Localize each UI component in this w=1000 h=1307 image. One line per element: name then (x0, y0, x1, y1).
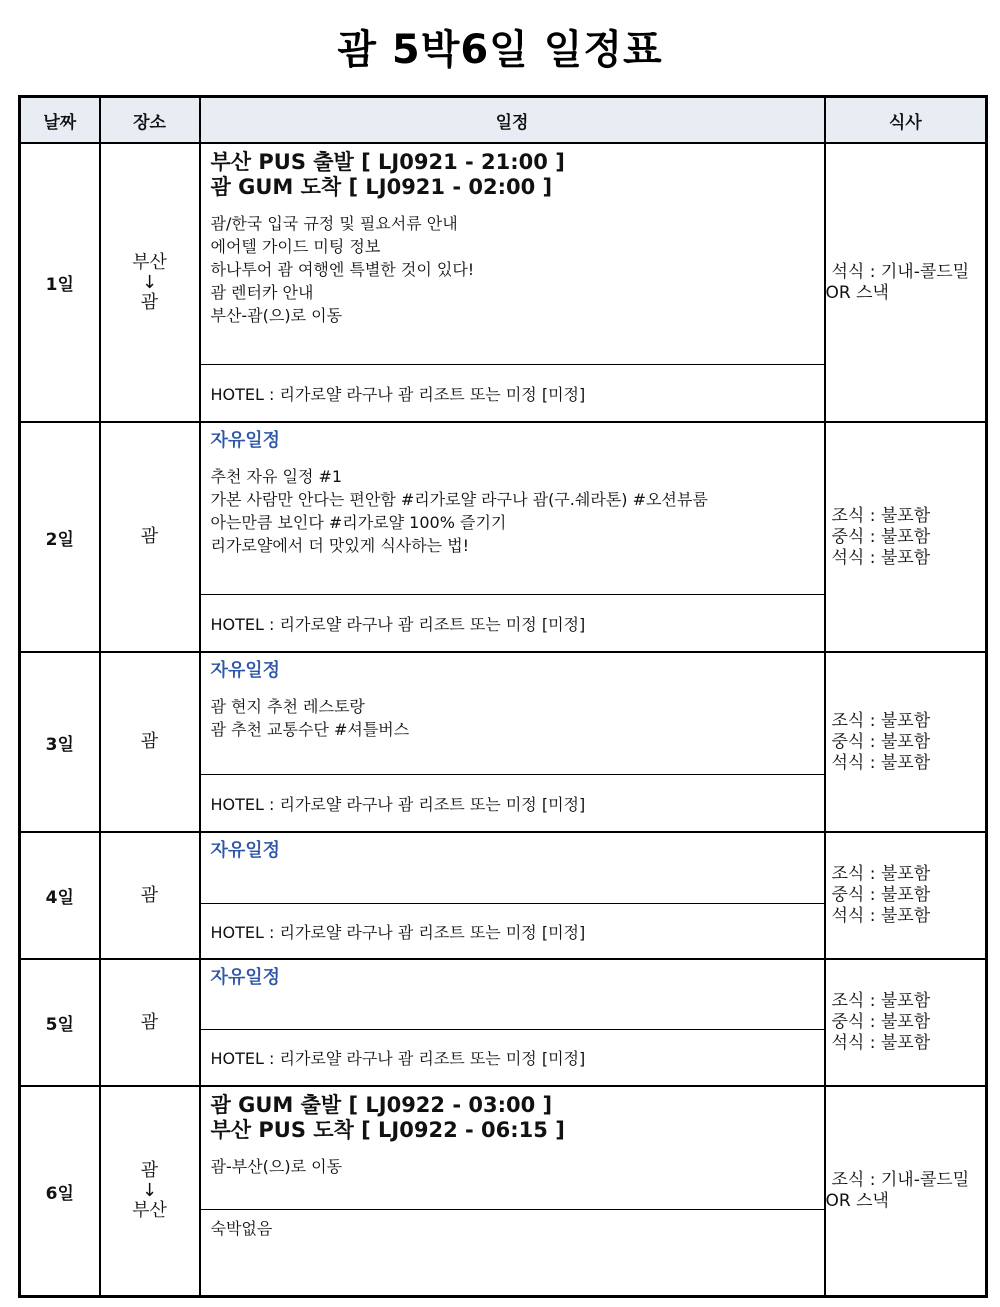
meal-line: 조식 : 불포함 (831, 505, 931, 526)
meal-line: 석식 : 불포함 (831, 906, 931, 926)
place-name: 괌 (140, 1160, 159, 1181)
schedule-line: 추천 자유 일정 #1 (210, 467, 343, 486)
flight-info: 부산 PUS 출발 [ LJ0921 - 21:00 ] (210, 150, 565, 174)
meal-line: 조식 : 불포함 (831, 991, 931, 1011)
hotel-info: HOTEL : 리가로얄 라구나 괌 리조트 또는 미정 [미정] (201, 903, 824, 958)
day-cell: 3일 (20, 652, 100, 832)
free-schedule-label: 자유일정 (210, 967, 281, 988)
schedule-body (201, 653, 824, 774)
schedule-line: 하나투어 괌 여행엔 특별한 것이 있다! (210, 260, 475, 279)
header-meal: 식사 (825, 97, 987, 144)
table-row (20, 832, 987, 959)
schedule-body (201, 423, 824, 594)
meal-line: 석식 : 불포함 (831, 1033, 931, 1053)
schedule-content (201, 1087, 824, 1295)
meal-line: 조식 : 기내-콜드밀 (831, 1170, 970, 1190)
schedule-content (201, 960, 824, 1085)
free-schedule-label: 자유일정 (210, 840, 281, 861)
header-schedule: 일정 (200, 97, 825, 144)
day-cell: 2일 (20, 422, 100, 652)
schedule-line: 아는만큼 보인다 #리가로얄 100% 즐기기 (210, 513, 507, 532)
day-cell: 4일 (20, 832, 100, 959)
arrow-down-icon: ↓ (141, 271, 158, 293)
flight-info: 부산 PUS 도착 [ LJ0922 - 06:15 ] (210, 1118, 565, 1142)
meal-line: 조식 : 불포함 (831, 864, 931, 884)
meal-line: 석식 : 불포함 (831, 752, 931, 773)
schedule-content (201, 653, 824, 831)
flight-info: 괌 GUM 도착 [ LJ0921 - 02:00 ] (210, 175, 553, 199)
schedule-description (211, 212, 814, 327)
place-name: 괌 (140, 884, 159, 906)
hotel-info: HOTEL : 리가로얄 라구나 괌 리조트 또는 미정 [미정] (201, 594, 824, 651)
table-row (20, 1086, 987, 1297)
schedule-line: 괌 추천 교통수단 #셔틀버스 (210, 720, 410, 739)
header-date: 날짜 (20, 97, 100, 144)
day-cell: 1일 (20, 143, 100, 422)
meal-line: 석식 : 기내-콜드밀 (831, 261, 970, 282)
schedule-description (211, 1155, 814, 1178)
table-row (20, 143, 987, 422)
schedule-line: 리가로얄에서 더 맛있게 식사하는 법! (210, 536, 470, 555)
schedule-cell (200, 1086, 825, 1297)
meal-cell (825, 832, 987, 959)
schedule-line: 괌/한국 입국 규정 및 필요서류 안내 (210, 214, 458, 233)
header-place: 장소 (100, 97, 200, 144)
day-cell: 6일 (20, 1086, 100, 1297)
page-title: 괌 5박6일 일정표 (337, 27, 663, 73)
place-cell (100, 652, 200, 832)
table-row (20, 959, 987, 1086)
place-name: 괌 (140, 731, 159, 752)
hotel-info: HOTEL : 리가로얄 라구나 괌 리조트 또는 미정 [미정] (201, 1029, 824, 1085)
meal-line: OR 스낵 (825, 1191, 889, 1211)
schedule-rows (20, 143, 987, 1297)
meal-cell (825, 652, 987, 832)
place-name: 괌 (140, 291, 159, 313)
schedule-cell (200, 959, 825, 1086)
day-cell: 5일 (20, 959, 100, 1086)
place-cell (100, 422, 200, 652)
schedule-line: 가본 사람만 안다는 편안함 #리가로얄 라구나 괌(구.쉐라톤) #오션뷰룸 (210, 490, 708, 509)
meal-cell (825, 143, 987, 422)
schedule-cell (200, 143, 825, 422)
schedule-content (201, 144, 824, 421)
flight-info: 괌 GUM 출발 [ LJ0922 - 03:00 ] (210, 1093, 553, 1117)
hotel-info: HOTEL : 리가로얄 라구나 괌 리조트 또는 미정 [미정] (201, 364, 824, 421)
hotel-info: HOTEL : 리가로얄 라구나 괌 리조트 또는 미정 [미정] (201, 774, 824, 831)
arrow-down-icon: ↓ (141, 1180, 158, 1201)
place-cell (100, 143, 200, 422)
meal-line: OR 스낵 (825, 282, 889, 303)
table-header-row (20, 97, 987, 144)
schedule-body (201, 1087, 824, 1209)
free-schedule-label: 자유일정 (210, 660, 281, 681)
schedule-line: 괌 렌터카 안내 (210, 283, 314, 302)
schedule-body (201, 960, 824, 1029)
meal-line: 석식 : 불포함 (831, 547, 931, 568)
schedule-cell (200, 652, 825, 832)
schedule-description (211, 695, 814, 741)
schedule-line: 에어텔 가이드 미팅 정보 (210, 237, 381, 256)
meal-line: 중식 : 불포함 (831, 526, 931, 547)
table-row (20, 422, 987, 652)
place-name: 괌 (140, 1011, 159, 1033)
schedule-content (201, 833, 824, 958)
schedule-line: 부산-괌(으)로 이동 (210, 306, 343, 325)
meal-line: 조식 : 불포함 (831, 710, 931, 731)
place-name: 부산 (132, 251, 167, 273)
schedule-cell (200, 832, 825, 959)
schedule-body (201, 144, 824, 364)
place-cell (100, 959, 200, 1086)
schedule-line: 괌-부산(으)로 이동 (210, 1157, 343, 1176)
place-name: 부산 (132, 1200, 167, 1221)
meal-line: 중식 : 불포함 (831, 731, 931, 752)
place-cell (100, 1086, 200, 1297)
meal-cell (825, 959, 987, 1086)
meal-cell (825, 422, 987, 652)
schedule-description (211, 465, 814, 557)
schedule-body (201, 833, 824, 903)
meal-line: 중식 : 불포함 (831, 885, 931, 905)
schedule-cell (200, 422, 825, 652)
schedule-content (201, 423, 824, 651)
schedule-table (18, 95, 988, 1298)
place-name: 괌 (140, 526, 159, 547)
schedule-line: 괌 현지 추천 레스토랑 (210, 697, 365, 716)
table-row (20, 652, 987, 832)
place-cell (100, 832, 200, 959)
free-schedule-label: 자유일정 (210, 430, 281, 451)
hotel-info: 숙박없음 (201, 1209, 824, 1295)
meal-cell (825, 1086, 987, 1297)
meal-line: 중식 : 불포함 (831, 1012, 931, 1032)
